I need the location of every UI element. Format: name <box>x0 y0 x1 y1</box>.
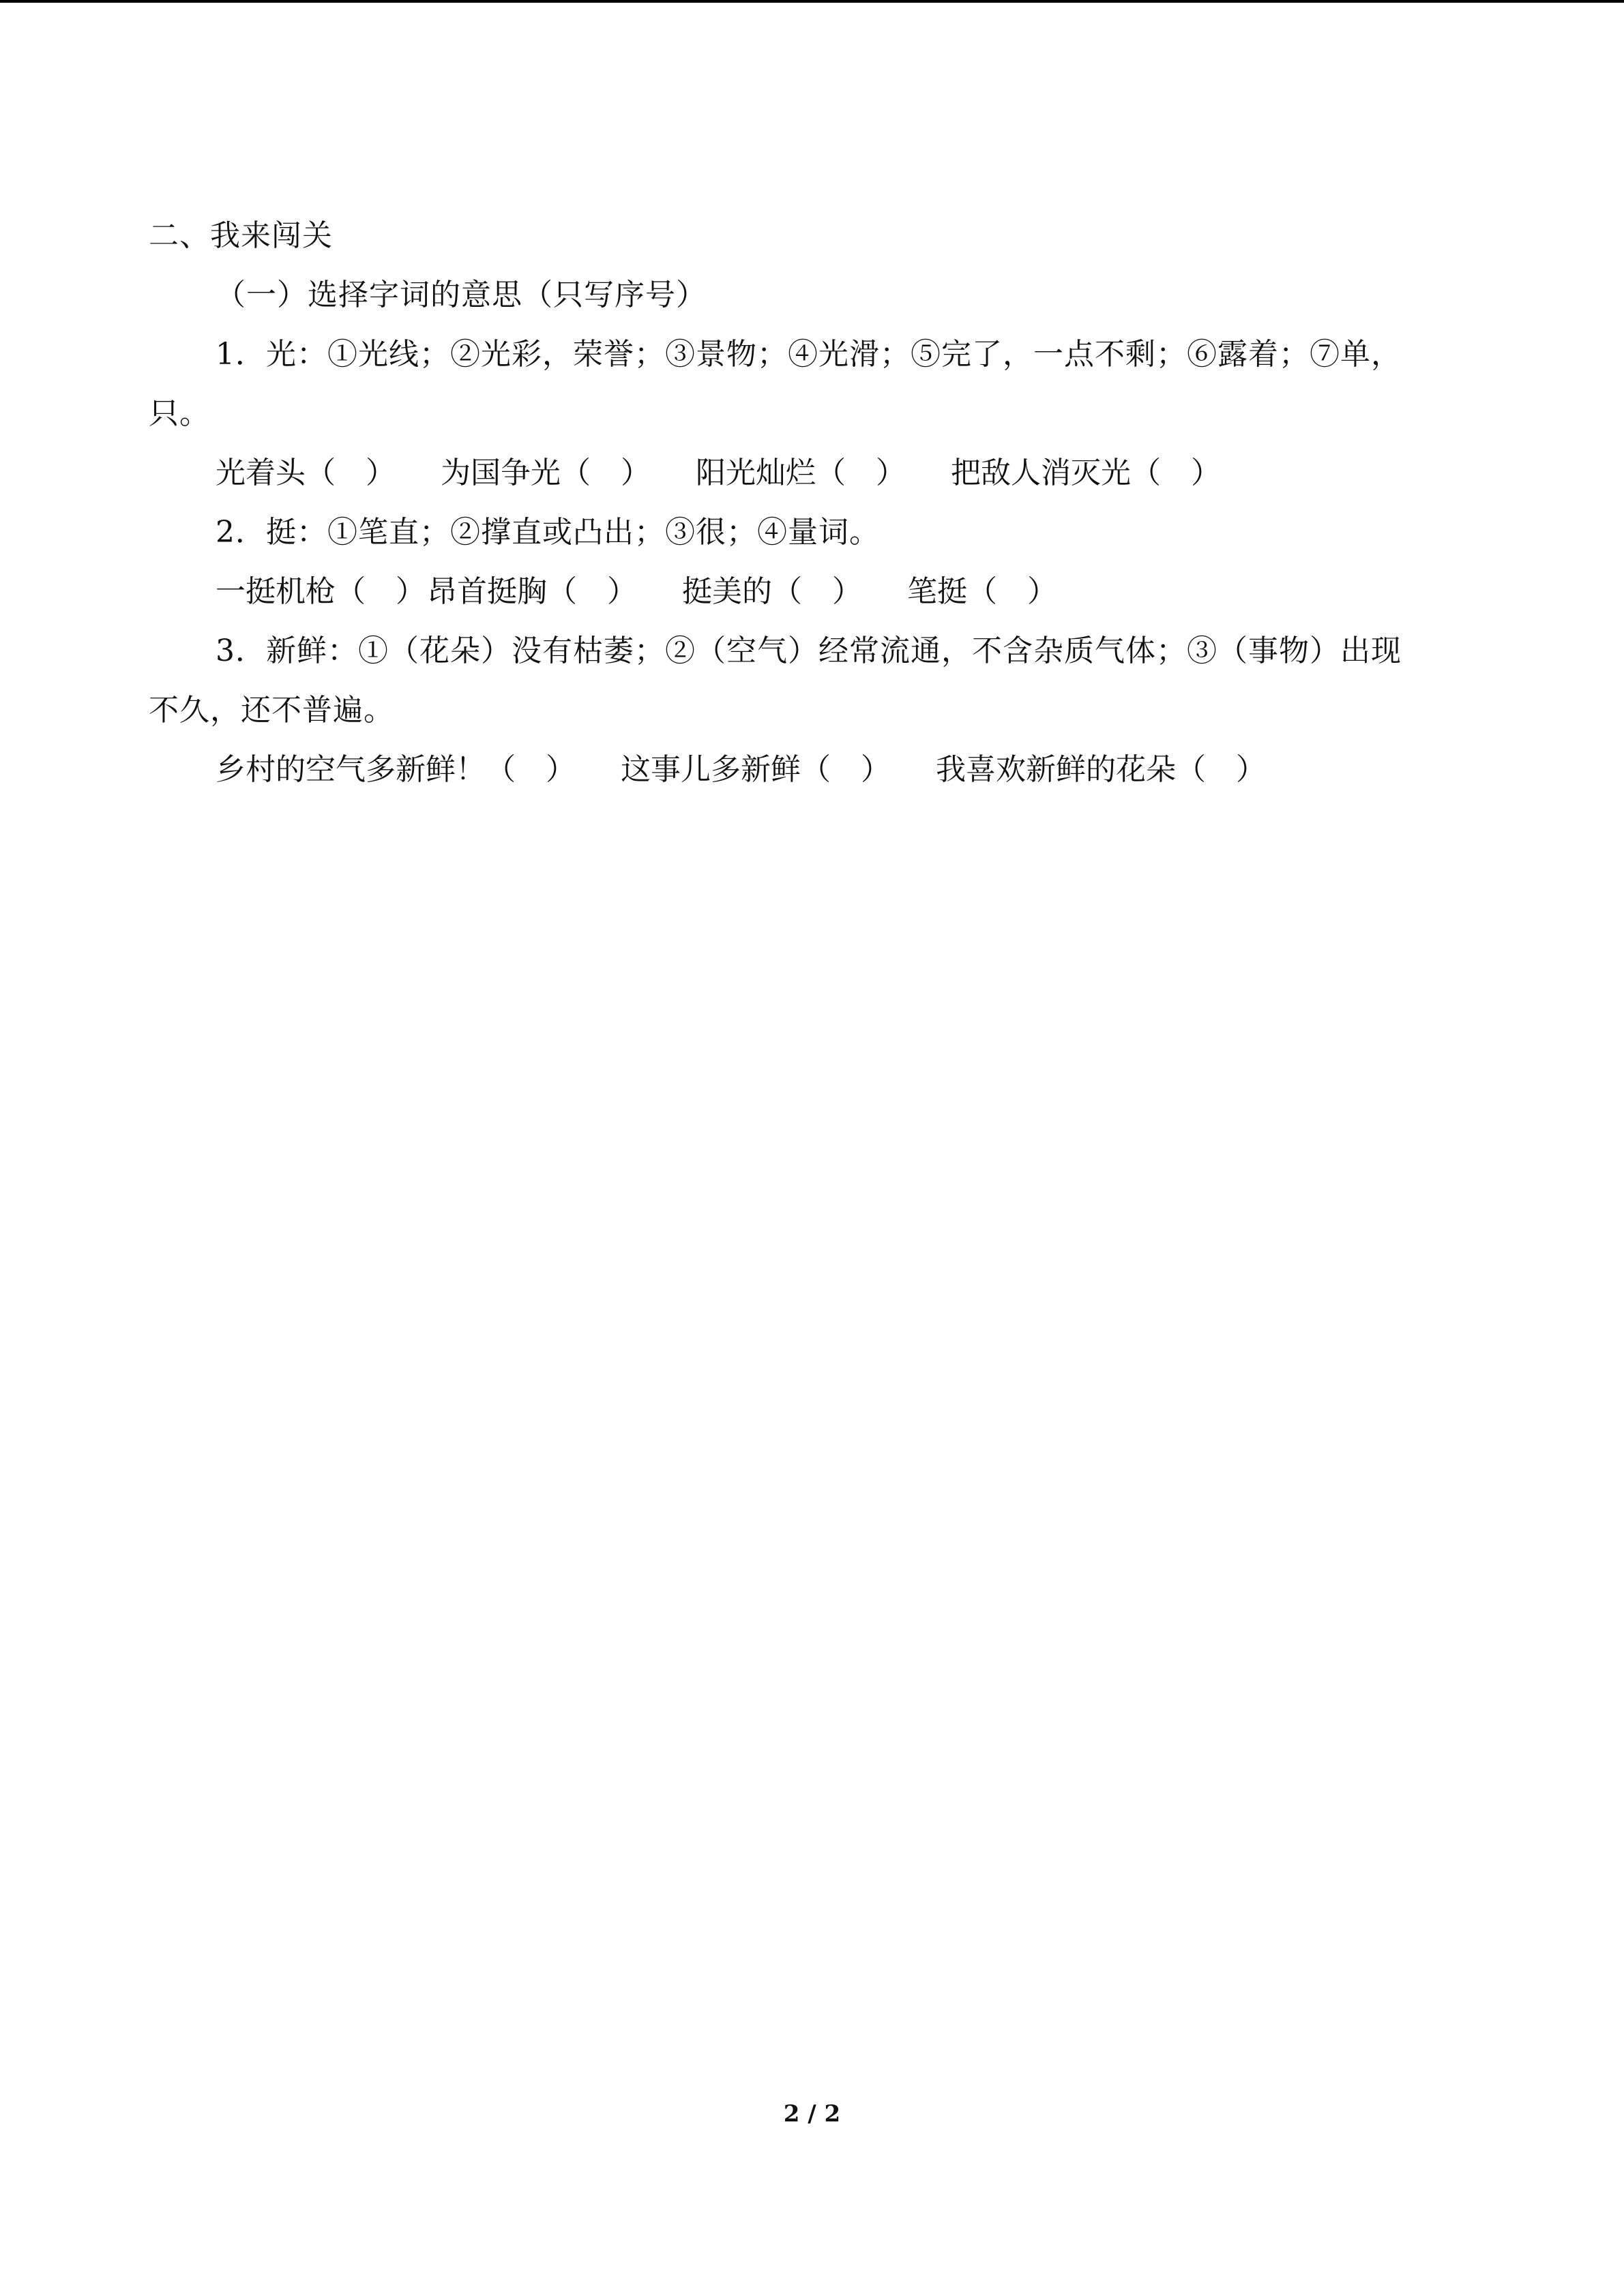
q1-definitions-line1: 1．光：①光线；②光彩，荣誉；③景物；④光滑；⑤完了，一点不剩；⑥露着；⑦单， <box>216 337 1402 372</box>
q3-item-text: 我喜欢新鲜的花朵 <box>936 752 1176 787</box>
q1-item <box>216 453 396 494</box>
top-border-rule <box>0 0 1624 3</box>
q3-definitions-line1: 3．新鲜：①（花朵）没有枯萎；②（空气）经常流通，不含杂质气体；③（事物）出现 <box>216 633 1402 668</box>
q1-item <box>951 453 1221 494</box>
q2-item <box>682 571 862 612</box>
q3-item <box>216 749 576 790</box>
q3-item-text: 这事儿多新鲜 <box>621 752 801 787</box>
q1-definitions-line2: 只。 <box>149 396 210 431</box>
q1-item-text: 阳光灿烂 <box>696 456 816 490</box>
q1-fill-row <box>216 453 1256 494</box>
answer-blank[interactable]: （ ） <box>967 574 1057 609</box>
q3-definitions-line2: 不久，还不普遍。 <box>149 693 394 728</box>
q2-definitions-line1: 2．挺：①笔直；②撑直或凸出；③很；④量词。 <box>216 515 880 550</box>
q1-item <box>696 453 906 494</box>
q1-item-text: 为国争光 <box>441 456 561 490</box>
q1-item-text: 光着头 <box>216 456 306 490</box>
page-number: 2 / 2 <box>783 2100 841 2128</box>
answer-blank[interactable]: （ ） <box>561 456 651 490</box>
answer-blank[interactable]: （ ） <box>1176 752 1266 787</box>
q3-item <box>621 749 891 790</box>
q2-item-text: 一挺机枪 <box>216 574 336 609</box>
q2-item-text: 笔挺 <box>907 574 967 609</box>
q2-fill-row <box>216 571 1093 612</box>
answer-blank[interactable]: （ ） <box>1131 456 1221 490</box>
subsection-heading: （一）选择字词的意思（只写序号） <box>216 278 707 312</box>
section-heading: 二、我来闯关 <box>149 218 333 253</box>
q3-item <box>936 749 1266 790</box>
q2-item-text: 挺美的 <box>682 574 772 609</box>
answer-blank[interactable]: （ ） <box>336 574 426 609</box>
answer-blank[interactable]: （ ） <box>486 752 576 787</box>
q1-item <box>441 453 651 494</box>
q3-fill-row <box>216 749 1301 790</box>
q3-item-text: 乡村的空气多新鲜！ <box>216 752 486 787</box>
q2-item-text: 昂首挺胸 <box>427 574 547 609</box>
q1-item-text: 把敌人消灭光 <box>951 456 1131 490</box>
q2-item <box>427 571 637 612</box>
q2-item <box>216 571 426 612</box>
answer-blank[interactable]: （ ） <box>772 574 862 609</box>
answer-blank[interactable]: （ ） <box>801 752 891 787</box>
answer-blank[interactable]: （ ） <box>306 456 396 490</box>
q2-item <box>907 571 1057 612</box>
answer-blank[interactable]: （ ） <box>547 574 637 609</box>
answer-blank[interactable]: （ ） <box>816 456 906 490</box>
